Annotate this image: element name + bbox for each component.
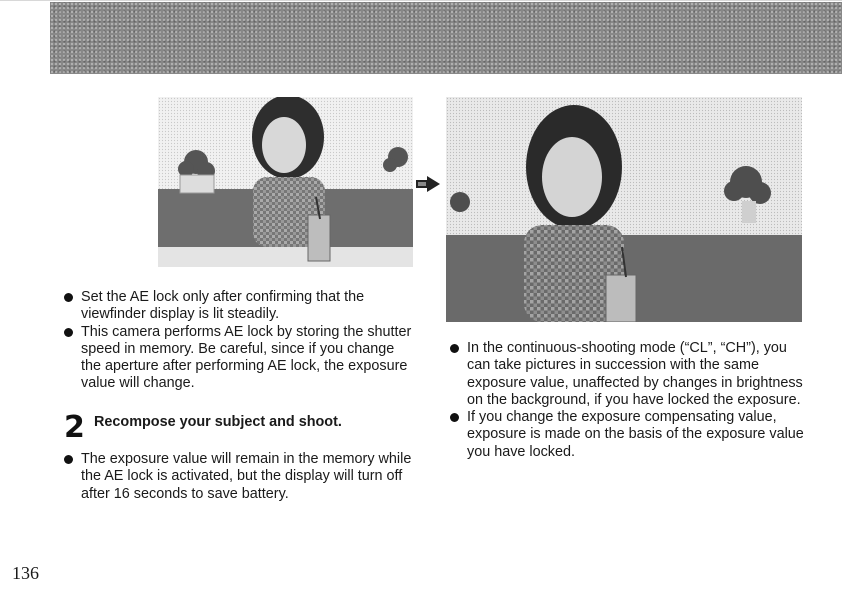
notes-top xyxy=(64,289,414,393)
list-item xyxy=(64,289,414,324)
bullet-icon xyxy=(64,293,73,302)
step-title: Recompose your subject and shoot. xyxy=(94,414,342,430)
right-arrow-icon xyxy=(416,176,440,192)
note-text: The exposure value will remain in the memory while the AE lock is activated, but the display will turn off after 16 seconds to save battery. xyxy=(81,451,412,502)
list-item xyxy=(64,324,414,393)
bullet-icon xyxy=(64,455,73,464)
note-text: This camera performs AE lock by storing the shutter speed in memory. Be careful, since if you change the aperture after performing AE lock, the exposure value will change. xyxy=(81,323,412,392)
list-item xyxy=(450,340,810,409)
photo-before xyxy=(158,97,413,267)
note-text: Set the AE lock only after confirming that the viewfinder display is lit steadily. xyxy=(81,289,365,323)
step-number: 2 xyxy=(64,410,85,445)
notes-right xyxy=(450,340,810,461)
bullet-icon xyxy=(450,344,459,353)
list-item xyxy=(64,451,414,503)
header-band xyxy=(50,2,842,74)
list-item xyxy=(450,409,810,461)
bullet-icon xyxy=(450,413,459,422)
top-rule xyxy=(0,0,842,1)
step-heading xyxy=(64,412,414,446)
page-number: 136 xyxy=(12,563,39,583)
photo-after xyxy=(446,97,802,322)
note-text: In the continuous-shooting mode (“CL”, “CH”), you can take pictures in succession with the same exposure value, unaffected by changes in brightness on the background, if you have locked the exposure. xyxy=(467,340,803,408)
notes-step xyxy=(64,451,414,503)
note-text: If you change the exposure compensating value, exposure is made on the basis of the exposure value you have locked. xyxy=(467,409,804,460)
bullet-icon xyxy=(64,328,73,337)
